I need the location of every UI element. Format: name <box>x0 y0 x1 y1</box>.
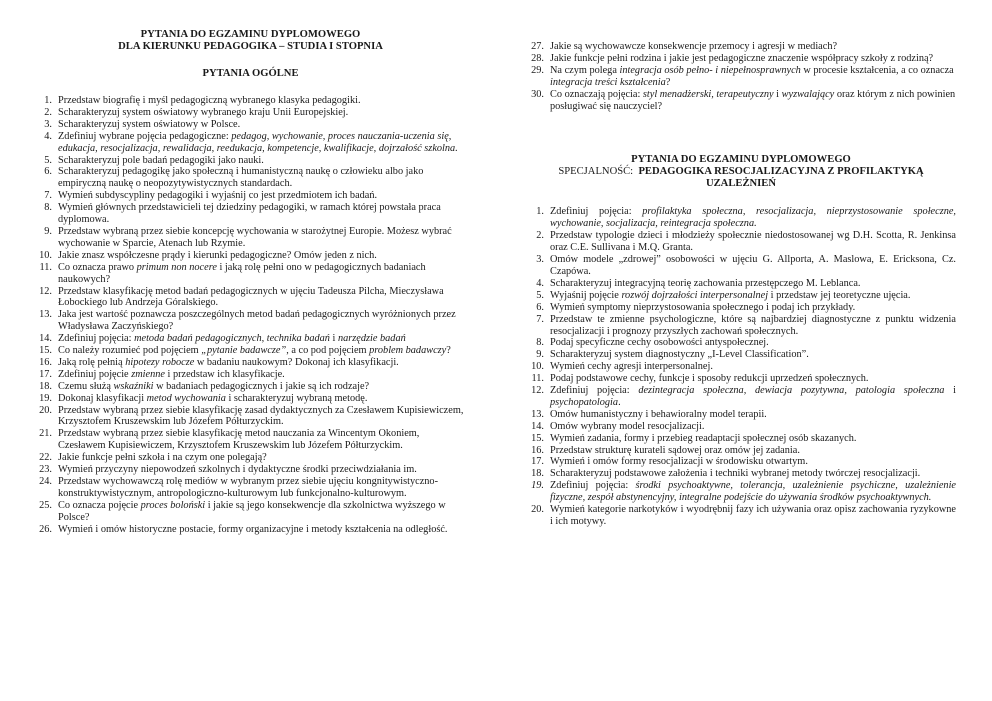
question-text: Co oznacza prawo primum non nocere i jaką rolę pełni ono w pedagogicznych badaniach naukowych? <box>58 261 426 285</box>
question-number: 9. <box>44 225 52 237</box>
specialty-label: SPECJALNOŚĆ: <box>558 166 634 178</box>
question-number: 2. <box>44 106 52 118</box>
question-text: Wymień cechy agresji interpersonalnej. <box>550 361 713 373</box>
question-number: 7. <box>44 190 52 202</box>
question-number: 28. <box>531 52 544 64</box>
question-item <box>526 409 956 421</box>
question-number: 10. <box>39 249 52 261</box>
question-text: Wymień kategorie narkotyków i wyodrębnij fazy ich używania oraz opisz zachowania ryzykowne i ich motywy. <box>550 504 956 527</box>
question-item <box>34 155 467 167</box>
question-number: 6. <box>536 301 544 313</box>
question-number: 18. <box>39 380 52 392</box>
question-item <box>526 385 956 409</box>
left-column <box>34 0 467 536</box>
question-item <box>526 230 956 254</box>
question-number: 30. <box>531 88 544 100</box>
question-item <box>526 290 956 302</box>
question-text: Czemu służą wskaźniki w badaniach pedagogicznych i jakie są ich rodzaje? <box>58 380 370 392</box>
question-text: Zdefiniuj pojęcie zmienne i przedstaw ich klasyfikacje. <box>58 368 285 380</box>
question-item <box>34 119 467 131</box>
question-item <box>34 250 467 262</box>
question-text: Podaj podstawowe cechy, funkcje i sposoby redukcji uprzedzeń społecznych. <box>550 373 869 385</box>
question-text: Przedstaw te zmienne psychologiczne, które są najbardziej diagnostyczne z punktu widzenia resocjalizacji i prognozy przyszłych zachowań społecznych. <box>550 313 956 337</box>
question-text: Jakie znasz współczesne prądy i kierunki pedagogiczne? Omów jeden z nich. <box>58 249 377 261</box>
question-text: Wymień symptomy nieprzystosowania społecznego i podaj ich przykłady. <box>550 301 856 313</box>
question-number: 20. <box>39 404 52 416</box>
question-number: 9. <box>536 349 544 361</box>
question-number: 27. <box>531 41 544 52</box>
question-item <box>526 278 956 290</box>
general-questions-heading: PYTANIA OGÓLNE <box>202 68 299 79</box>
question-item <box>34 464 467 476</box>
question-text: Wymień zadania, formy i przebieg readaptacji społecznej osób skazanych. <box>550 432 857 444</box>
question-text: Scharakteryzuj pedagogikę jako społeczną i humanistyczną naukę o człowieku albo jako empiryczną naukę o neopozytywistycznych standardach. <box>58 166 424 190</box>
specialty-title-line1: PYTANIA DO EGZAMINU DYPLOMOWEGO <box>631 154 851 166</box>
question-text: Przedstaw wybraną przez siebie klasyfikację metod nauczania za Wincentym Okoniem, Czesławem Kupisiewiczem, Krzysztofem Kruszewskim lub Józefem Półturzyckim. <box>58 428 420 452</box>
question-item <box>526 314 956 338</box>
question-text: Scharakteryzuj system oświatowy wybranego kraju Unii Europejskiej. <box>58 106 349 118</box>
question-number: 2. <box>536 230 544 242</box>
question-number: 17. <box>39 368 52 380</box>
question-text: Zdefiniuj pojęcia: metoda badań pedagogicznych, technika badań i narzędzie badań <box>58 333 406 345</box>
question-text: Jaka jest wartość poznawcza poszczególnych metod badań pedagogicznych wyróżnionych przez Władysława Zaczyńskiego? <box>58 309 456 333</box>
question-number: 1. <box>44 95 52 106</box>
question-item <box>34 405 467 429</box>
question-item <box>34 500 467 524</box>
question-number: 11. <box>39 261 52 273</box>
question-item <box>34 369 467 381</box>
question-text: Zdefiniuj pojęcia: środki psychoaktywne, tolerancja, uzależnienie psychiczne, uzależnienie fizyczne, zespół abstynencyjny, integralne podejście do używania środków psychoaktywnych. <box>550 480 956 504</box>
question-item <box>34 262 467 286</box>
question-text: Dokonaj klasyfikacji metod wychowania i scharakteryzuj wybraną metodę. <box>58 392 368 404</box>
question-text: Przedstaw wybraną przez siebie koncepcję wychowania w starożytnej Europie. Możesz wybrać wychowanie w Sparcie, Atenach lub Rzymie. <box>58 225 452 249</box>
specialty-title-line2 <box>526 166 956 178</box>
question-number: 10. <box>531 361 544 373</box>
question-number: 6. <box>44 166 52 178</box>
question-text: Wymień i omów historyczne postacie, formy organizacyjne i metody kształcenia na odległość. <box>58 523 448 535</box>
question-item <box>34 333 467 345</box>
question-item <box>34 286 467 310</box>
question-number: 25. <box>39 499 52 511</box>
question-item <box>526 456 956 468</box>
question-number: 4. <box>536 277 544 289</box>
specialty-heading <box>526 154 956 190</box>
exam-title-line2: DLA KIERUNKU PEDAGOGIKA – STUDIA I STOPNIA <box>118 41 383 52</box>
question-text: Przedstaw biografię i myśl pedagogiczną wybranego klasyka pedagogiki. <box>58 95 361 106</box>
question-text: Wymień głównych przedstawicieli tej dziedziny pedagogiki, w ramach której powstała praca dyplomowa. <box>58 202 441 226</box>
question-text: Przedstaw typologie dzieci i młodzieży społecznie niedostosowanej wg D.H. Scotta, R. Jenkinsa oraz C.E. Sullivana i M.Q. Granta. <box>550 230 956 254</box>
question-number: 13. <box>39 309 52 321</box>
question-item <box>34 190 467 202</box>
question-text: Wymień przyczyny niepowodzeń szkolnych i dydaktyczne środki przeciwdziałania im. <box>58 464 417 476</box>
question-item <box>34 452 467 464</box>
question-item <box>526 480 956 504</box>
question-item <box>526 254 956 278</box>
question-text: Wymień subdyscypliny pedagogiki i wyjaśnij co jest przedmiotem ich badań. <box>58 190 378 202</box>
question-number: 29. <box>531 64 544 76</box>
question-item <box>526 468 956 480</box>
specialty-name-line2: UZALEŻNIEŃ <box>705 178 777 190</box>
question-item <box>526 433 956 445</box>
question-number: 23. <box>39 464 52 476</box>
question-number: 20. <box>531 504 544 516</box>
question-item <box>34 107 467 119</box>
question-item <box>526 349 956 361</box>
question-number: 3. <box>536 254 544 266</box>
question-number: 26. <box>39 523 52 535</box>
question-text: Przedstaw klasyfikację metod badań pedagogicznych w ujęciu Tadeusza Pilcha, Mieczysława Łobockiego lub Andrzeja Góralskiego. <box>58 285 444 309</box>
question-number: 24. <box>39 476 52 487</box>
question-item <box>526 65 956 89</box>
question-item <box>34 357 467 369</box>
question-number: 14. <box>39 333 52 345</box>
question-item <box>526 445 956 457</box>
question-text: Zdefiniuj pojęcia: dezintegracja społeczna, dewiacja pozytywna, patologia społeczna i psychopatologia. <box>550 385 956 408</box>
question-item <box>526 302 956 314</box>
question-item <box>34 428 467 452</box>
question-item <box>526 504 956 528</box>
question-item <box>526 206 956 230</box>
question-number: 18. <box>531 468 544 480</box>
question-number: 16. <box>531 444 544 456</box>
question-text: Scharakteryzuj system oświatowy w Polsce. <box>58 118 241 130</box>
question-item <box>34 95 467 107</box>
question-text: Przedstaw wychowawczą rolę mediów w wybranym przez siebie ujęciu kongnitywistyczno-konstruktywistycznym, antropologiczno-kulturowym lub funkcjonalno-kulturowym. <box>58 476 439 499</box>
question-text: Co oznacza pojęcie proces boloński i jakie są jego konsekwencje dla szkolnictwa wyższego w Polsce? <box>58 499 446 523</box>
question-text: Omów humanistyczny i behawioralny model terapii. <box>550 408 767 420</box>
general-questions-list-continued <box>526 41 956 112</box>
question-number: 22. <box>39 452 52 464</box>
question-text: Na czym polega integracja osób pełno- i niepełnosprawnych w procesie kształcenia, a co oznacza integracja treści kształcenia? <box>550 64 954 88</box>
question-text: Scharakteryzuj pole badań pedagogiki jako nauki. <box>58 154 264 166</box>
question-item <box>526 41 956 53</box>
question-text: Jakie są wychowawcze konsekwencje przemocy i agresji w mediach? <box>550 41 838 52</box>
question-number: 12. <box>531 385 544 397</box>
question-text: Co oznaczają pojęcia: styl menadżerski, terapeutyczny i wyzwalający oraz którym z nich powinien posługiwać się nauczyciel? <box>550 88 956 112</box>
question-number: 16. <box>39 356 52 368</box>
question-number: 5. <box>44 154 52 166</box>
question-text: Jaką rolę pełnią hipotezy robocze w badaniu naukowym? Dokonaj ich klasyfikacji. <box>58 356 399 368</box>
specialty-name-line1: PEDAGOGIKA RESOCJALIZACYJNA Z PROFILAKTYKĄ <box>638 166 924 178</box>
question-item <box>34 226 467 250</box>
question-item <box>526 361 956 373</box>
question-text: Zdefiniuj pojęcia: profilaktyka społeczna, resocjalizacja, nieprzystosowanie społeczne, wychowanie, socjalizacja, reintegracja społeczna. <box>550 206 956 230</box>
question-number: 5. <box>536 289 544 301</box>
question-item <box>34 393 467 405</box>
question-text: Wymień i omów formy resocjalizacji w środowisku otwartym. <box>550 456 808 468</box>
question-number: 17. <box>531 456 544 468</box>
question-text: Przedstaw wybraną przez siebie klasyfikację zasad dydaktycznych za Czesławem Kupisiewiczem, Krzysztofem Kruszewskim lub Józefem Półturzyckim. <box>58 404 464 428</box>
question-number: 19. <box>39 392 52 404</box>
question-item <box>34 309 467 333</box>
question-text: Zdefiniuj wybrane pojęcia pedagogiczne: pedagog, wychowanie, proces nauczania-uczenia się, edukacja, resocjalizacja, rewalidacja, reedukacja, kompetencje, kwalifikacje, dojrzałość szkolna. <box>58 130 458 154</box>
question-text: Scharakteryzuj system diagnostyczny „I-Level Classification”. <box>550 349 809 361</box>
question-item <box>526 337 956 349</box>
question-number: 11. <box>531 373 544 385</box>
question-text: Przedstaw strukturę kurateli sądowej oraz omów jej zadania. <box>550 444 800 456</box>
question-item <box>526 53 956 65</box>
right-column <box>526 0 956 528</box>
question-number: 15. <box>531 432 544 444</box>
question-number: 1. <box>536 206 544 218</box>
question-text: Scharakteryzuj podstawowe założenia i techniki wybranej metody twórczej resocjalizacji. <box>550 468 921 480</box>
question-number: 13. <box>531 408 544 420</box>
question-number: 19. <box>531 480 544 492</box>
question-text: Omów wybrany model resocjalizacji. <box>550 420 705 432</box>
question-text: Jakie funkcje pełni szkoła i na czym one polegają? <box>58 452 267 464</box>
question-item <box>34 345 467 357</box>
question-item <box>34 202 467 226</box>
question-number: 8. <box>44 202 52 214</box>
question-item <box>34 524 467 536</box>
question-number: 8. <box>536 337 544 349</box>
question-text: Scharakteryzuj integracyjną teorię zachowania przestępczego M. Leblanca. <box>550 277 861 289</box>
question-item <box>34 476 467 500</box>
question-number: 7. <box>536 313 544 325</box>
question-item <box>526 373 956 385</box>
question-item <box>34 166 467 190</box>
question-text: Podaj specyficzne cechy osobowości antyspołecznej. <box>550 337 769 349</box>
question-number: 14. <box>531 420 544 432</box>
question-number: 3. <box>44 118 52 130</box>
question-item <box>34 131 467 155</box>
general-questions-list <box>34 95 467 536</box>
question-text: Jakie funkcje pełni rodzina i jakie jest pedagogiczne znaczenie współpracy szkoły z rodziną? <box>550 52 934 64</box>
question-text: Co należy rozumieć pod pojęciem „pytanie badawcze”, a co pod pojęciem problem badawczy? <box>58 345 451 357</box>
specialty-questions-list <box>526 206 956 527</box>
question-item <box>526 421 956 433</box>
question-number: 21. <box>39 428 52 440</box>
question-text: Wyjaśnij pojęcie rozwój dojrzałości interpersonalnej i przedstaw jej teoretyczne ujęcia. <box>550 289 911 301</box>
question-number: 15. <box>39 345 52 357</box>
question-item <box>34 381 467 393</box>
question-number: 4. <box>44 130 52 142</box>
exam-title-line1: PYTANIA DO EGZAMINU DYPLOMOWEGO <box>140 29 361 40</box>
question-text: Omów modele „zdrowej” osobowości w ujęciu G. Allporta, A. Maslowa, E. Ericksona, Cz. Czapówa. <box>550 254 956 277</box>
question-number: 12. <box>39 285 52 297</box>
question-item <box>526 89 956 113</box>
